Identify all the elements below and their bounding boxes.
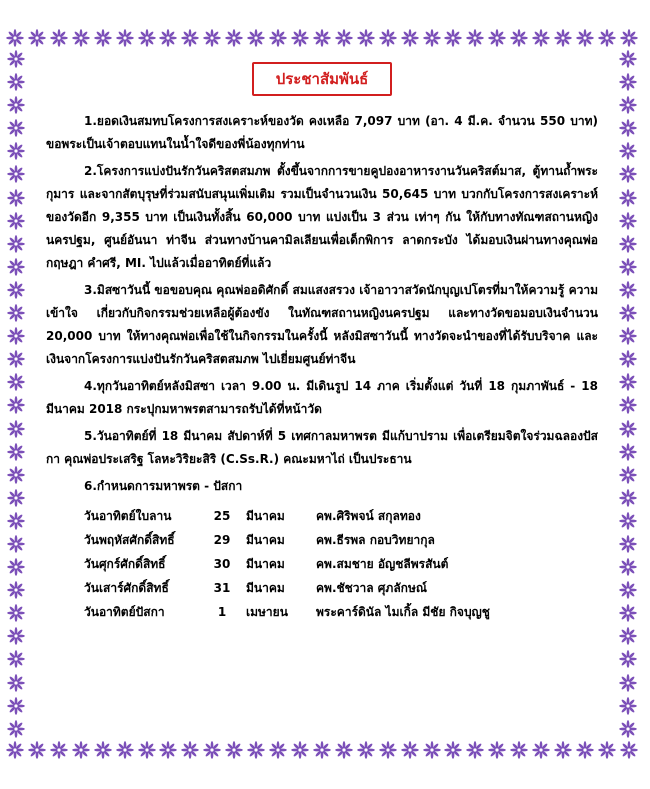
flower-icon [444,29,462,47]
flower-icon [619,73,637,91]
flower-icon [159,29,177,47]
flower-icon [28,29,46,47]
flower-icon [269,29,287,47]
flower-icon [7,327,25,345]
paragraph-2: 2.โครงการแบ่งปันรักวันคริสตสมภพ ตั้งขึ้นจากการขายคูปองอาหารงานวันคริสต์มาส, ตู้ทานถ้ำพระกุมาร และจากสัตบุรุษที่ร่วมสนับสนุนเพิ่มเติม รวมเป็นจำนวนเงิน 50,645 บาท บวกกับโครงการสงเคราะห์ของวัดอีก 9,355 บาท เป็นเงินทั้งสิ้น 60,000 บาท แบ่งเป็น 3 ส่วน เท่าๆ กัน ให้กับทางทัณฑสถานหญิงนครปฐม, ศูนย์อันนา ท่าจีน ส่วนทางบ้านคามิลเลียนเพื่อเด็กพิการ ลาดกระบัง ได้มอบเงินผ่านทางคุณพ่อกฤษฎา คำศรี, MI. ไปแล้วเมื่ออาทิตย์ที่แล้ว [46,164,598,270]
flower-icon [619,674,637,692]
flower-icon [50,29,68,47]
flower-icon [401,741,419,759]
paragraph-1: 1.ยอดเงินสมทบโครงการสงเคราะห์ของวัด คงเหลือ 7,097 บาท (อา. 4 มี.ค. จำนวน 550 บาท) ขอพระเป็นเจ้าตอบแทนในน้ำใจดีของพี่น้องทุกท่าน [46,114,598,151]
flower-icon [619,627,637,645]
flower-icon [619,512,637,530]
flower-icon [335,29,353,47]
schedule-person: คพ.สมชาย อัญชลีพรสันต์ [316,556,449,571]
flower-icon [7,466,25,484]
flower-icon [619,327,637,345]
flower-icon [554,741,572,759]
flower-icon [619,165,637,183]
flower-icon [619,373,637,391]
announcement-sheet [6,28,638,760]
flower-icon [619,443,637,461]
flower-icon [116,741,134,759]
schedule-row [84,504,598,528]
flower-icon [313,29,331,47]
flower-icon [7,396,25,414]
flower-icon [50,741,68,759]
flower-icon [7,443,25,461]
page-title: ประชาสัมพันธ์ [252,62,393,96]
flower-icon [619,50,637,68]
flower-icon [7,604,25,622]
flower-icon [619,258,637,276]
schedule-day: วันศุกร์ศักดิ์สิทธิ์ [84,556,166,571]
schedule-month: มีนาคม [246,556,285,571]
flower-icon [28,741,46,759]
flower-icon [357,29,375,47]
flower-icon [576,741,594,759]
schedule-table [84,504,598,624]
schedule-person: คพ.ศิริพจน์ สกุลทอง [316,508,421,523]
flower-icon [7,258,25,276]
flower-icon [619,119,637,137]
flower-icon [225,29,243,47]
title-wrap [46,62,598,96]
paragraph-4: 4.ทุกวันอาทิตย์หลังมิสซา เวลา 9.00 น. มีเดินรูป 14 ภาค เริ่มตั้งแต่ วันที่ 18 กุมภาพันธ์ - 18 มีนาคม 2018 กระปุกมหาพรตสามารถรับได้ที่หน้าวัด [46,379,598,416]
flower-icon [7,512,25,530]
flower-icon [7,674,25,692]
flower-icon [291,29,309,47]
flower-icon [203,741,221,759]
flower-icon [335,741,353,759]
flower-icon [7,581,25,599]
flower-icon [510,741,528,759]
flower-icon [532,29,550,47]
schedule-heading: 6.กำหนดการมหาพรต - ปัสกา [84,479,243,493]
flower-icon [488,741,506,759]
border-right [618,50,638,738]
flower-icon [619,281,637,299]
flower-icon [138,29,156,47]
schedule-month: เมษายน [246,604,288,619]
flower-icon [116,29,134,47]
flower-icon [619,350,637,368]
flower-icon [72,741,90,759]
flower-icon [401,29,419,47]
schedule-date: 30 [213,557,231,571]
schedule-row [84,576,598,600]
flower-icon [6,741,24,759]
flower-icon [619,142,637,160]
flower-icon [423,741,441,759]
flower-icon [619,604,637,622]
flower-icon [94,741,112,759]
schedule-person: คพ.ธีรพล กอบวิทยากุล [316,532,435,547]
flower-icon [598,741,616,759]
flower-icon [7,189,25,207]
flower-icon [620,29,638,47]
schedule-row [84,600,598,624]
flower-icon [7,304,25,322]
flower-icon [7,119,25,137]
flower-icon [444,741,462,759]
schedule-date: 25 [213,509,231,523]
flower-icon [181,741,199,759]
flower-icon [510,29,528,47]
schedule-day: วันอาทิตย์ใบลาน [84,508,172,523]
flower-icon [619,489,637,507]
flower-icon [7,420,25,438]
flower-icon [269,741,287,759]
flower-icon [7,650,25,668]
flower-icon [247,741,265,759]
flower-icon [291,741,309,759]
flower-icon [619,396,637,414]
schedule-month: มีนาคม [246,580,285,595]
flower-icon [379,29,397,47]
flower-icon [619,558,637,576]
flower-icon [619,466,637,484]
flower-icon [7,720,25,738]
flower-icon [7,558,25,576]
flower-icon [619,720,637,738]
flower-icon [138,741,156,759]
flower-icon [576,29,594,47]
flower-icon [619,535,637,553]
flower-icon [72,29,90,47]
schedule-row [84,528,598,552]
flower-icon [619,697,637,715]
paragraph-5: 5.วันอาทิตย์ที่ 18 มีนาคม สัปดาห์ที่ 5 เทศกาลมหาพรต มีแก้บาปราม เพื่อเตรียมจิตใจร่วมฉลองปัสกา คุณพ่อประเสริฐ โลหะวิริยะสิริ (C.Ss.R.) คณะมหาไถ่ เป็นประธาน [46,429,598,466]
flower-icon [619,212,637,230]
flower-icon [7,373,25,391]
schedule-person: พระคาร์ดินัล ไมเกิ้ล มีชัย กิจบุญชู [316,604,490,619]
flower-icon [247,29,265,47]
flower-icon [619,581,637,599]
flower-icon [532,741,550,759]
schedule-date: 29 [213,533,231,547]
flower-icon [6,29,24,47]
flower-icon [7,281,25,299]
paragraph-3: 3.มิสซาวันนี้ ขอขอบคุณ คุณพ่ออดิศักดิ์ สมแสงสรวง เจ้าอาวาสวัดนักบุญเปโตรที่มาให้ความรู้ ความเข้าใจ เกี่ยวกับกิจกรรมช่วยเหลือผู้ต้องขัง ในทัณฑสถานหญิงนครปฐม และทางวัดขอมอบเงินจำนวน 20,000 บาท ให้ทางคุณพ่อเพื่อใช้ในกิจกรรมในครั้งนี้ หลังมิสซาวันนี้ ทางวัดจะนำของที่ได้รับบริจาค และเงินจากโครงการแบ่งปันรักวันคริสตสมภพ ไปเยี่ยมศูนย์ท่าจีน [46,283,598,366]
flower-icon [598,29,616,47]
flower-icon [488,29,506,47]
flower-icon [619,650,637,668]
schedule-day: วันพฤหัสศักดิ์สิทธิ์ [84,532,175,547]
flower-icon [7,350,25,368]
flower-icon [7,697,25,715]
flower-icon [7,165,25,183]
flower-icon [313,741,331,759]
flower-icon [159,741,177,759]
schedule-person: คพ.ชัชวาล ศุภลักษณ์ [316,580,427,595]
flower-icon [7,489,25,507]
flower-icon [379,741,397,759]
announcement-content [46,58,598,624]
flower-icon [94,29,112,47]
flower-icon [619,189,637,207]
schedule-month: มีนาคม [246,532,285,547]
flower-icon [620,741,638,759]
schedule-month: มีนาคม [246,508,285,523]
flower-icon [7,212,25,230]
schedule-day: วันอาทิตย์ปัสกา [84,604,165,619]
border-top [6,28,638,48]
flower-icon [466,29,484,47]
schedule-row [84,552,598,576]
flower-icon [225,741,243,759]
flower-icon [7,73,25,91]
flower-icon [619,304,637,322]
flower-icon [7,96,25,114]
flower-icon [357,741,375,759]
flower-icon [466,741,484,759]
schedule-date: 1 [217,605,227,619]
flower-icon [7,235,25,253]
flower-icon [423,29,441,47]
border-bottom [6,740,638,760]
flower-icon [619,235,637,253]
flower-icon [619,96,637,114]
schedule-date: 31 [213,581,231,595]
flower-icon [7,535,25,553]
flower-icon [619,420,637,438]
flower-icon [7,142,25,160]
flower-icon [7,627,25,645]
flower-icon [203,29,221,47]
flower-icon [7,50,25,68]
schedule-day: วันเสาร์ศักดิ์สิทธิ์ [84,580,169,595]
border-left [6,50,26,738]
flower-icon [554,29,572,47]
flower-icon [181,29,199,47]
